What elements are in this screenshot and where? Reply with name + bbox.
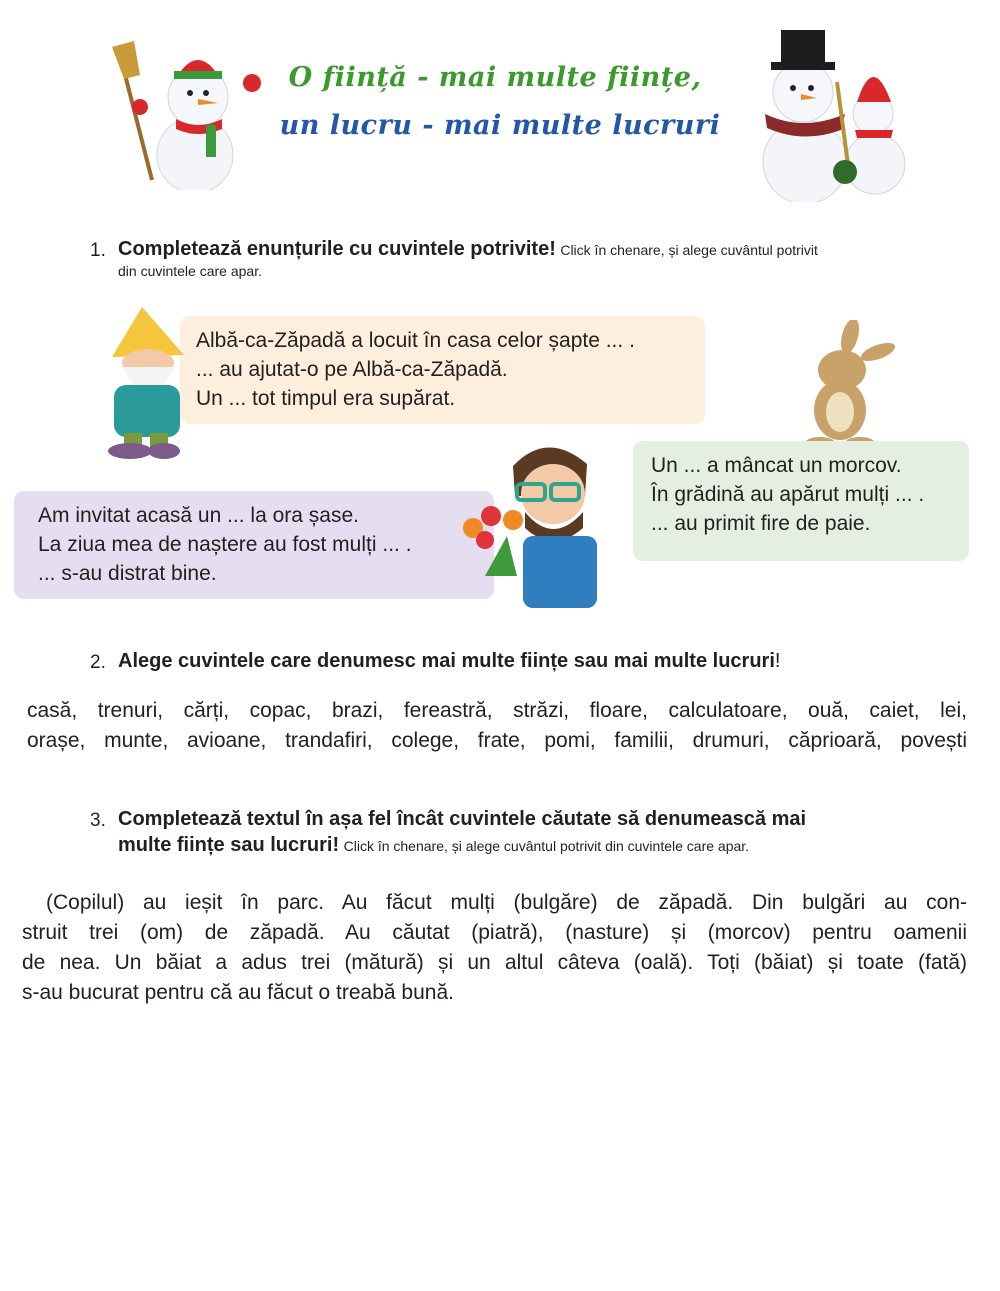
exercise-3-instruction: Click în chenare, și alege cuvântul potrivit din cuvintele care apar. — [343, 838, 750, 854]
page-title-line1: O ființă - mai multe ființe, — [288, 62, 702, 93]
sentence[interactable]: ... s-au distrat bine. — [38, 562, 217, 585]
man-with-flowers-illustration — [455, 436, 600, 608]
speech-bubble-dwarf — [180, 316, 705, 424]
story-paragraph — [22, 888, 967, 1008]
sentence[interactable]: ... au ajutat-o pe Albă-ca-Zăpadă. — [196, 358, 508, 381]
exercise-2-heading: Alege cuvintele care denumesc mai multe ființe sau mai multe lucruri — [118, 650, 775, 672]
exercise-1-number: 1. — [90, 240, 106, 261]
exercise-1-instruction: Click în chenare, și alege cuvântul potrivit — [560, 242, 818, 258]
word-list — [27, 696, 967, 756]
exercise-3-heading-cont: multe ființe sau lucruri! — [118, 834, 340, 856]
word-list-line[interactable]: orașe, munte, avioane, trandafiri, colege, frate, pomi, familii, drumuri, căprioară, povești — [27, 729, 967, 752]
speech-bubble-guest — [14, 491, 494, 599]
exercise-2-number: 2. — [90, 652, 106, 673]
dwarf-illustration — [92, 305, 197, 463]
sentence[interactable]: Am invitat acasă un ... la ora șase. — [38, 504, 359, 527]
story-line[interactable]: (Copilul) au ieșit în parc. Au făcut mulți (bulgăre) de zăpadă. Din bulgări au con- — [46, 891, 967, 914]
rabbit-illustration — [792, 320, 902, 448]
exercise-3-heading: Completează textul în așa fel încât cuvintele căutate să denumească mai — [118, 808, 807, 830]
exercise-1-instruction-cont: din cuvintele care apar. — [118, 263, 262, 279]
sentence[interactable]: Un ... tot timpul era supărat. — [196, 387, 456, 410]
sentence[interactable]: În grădină au apărut mulți ... . — [651, 483, 925, 506]
story-line[interactable]: struit trei (om) de zăpadă. Au căutat (piatră), (nasture) și (morcov) pentru oamenii — [22, 921, 967, 944]
story-line[interactable]: de nea. Un băiat a adus trei (mătură) și un altul câteva (oală). Toți (băiat) și toate (fată) — [22, 951, 967, 974]
exercise-3-number: 3. — [90, 810, 106, 831]
sentence[interactable]: Albă-ca-Zăpadă a locuit în casa celor șapte ... . — [196, 329, 635, 352]
snowman-with-broom-illustration — [110, 35, 270, 190]
sentence[interactable]: La ziua mea de naștere au fost mulți ... . — [38, 533, 412, 556]
page-title-line2: un lucru - mai multe lucruri — [279, 110, 721, 141]
snowman-couple-illustration — [745, 22, 920, 202]
sentence[interactable]: ... au primit fire de paie. — [651, 512, 871, 535]
word-list-line[interactable]: casă, trenuri, cărți, copac, brazi, fereastră, străzi, floare, calculatoare, ouă, caiet, lei, — [27, 699, 967, 722]
speech-bubble-rabbit — [633, 441, 969, 561]
story-line[interactable]: s-au bucurat pentru că au făcut o treabă bună. — [22, 981, 454, 1004]
sentence[interactable]: Un ... a mâncat un morcov. — [651, 454, 902, 477]
exercise-1-heading: Completează enunțurile cu cuvintele potrivite! — [118, 238, 556, 260]
exercise-2-heading-end: ! — [774, 650, 781, 672]
